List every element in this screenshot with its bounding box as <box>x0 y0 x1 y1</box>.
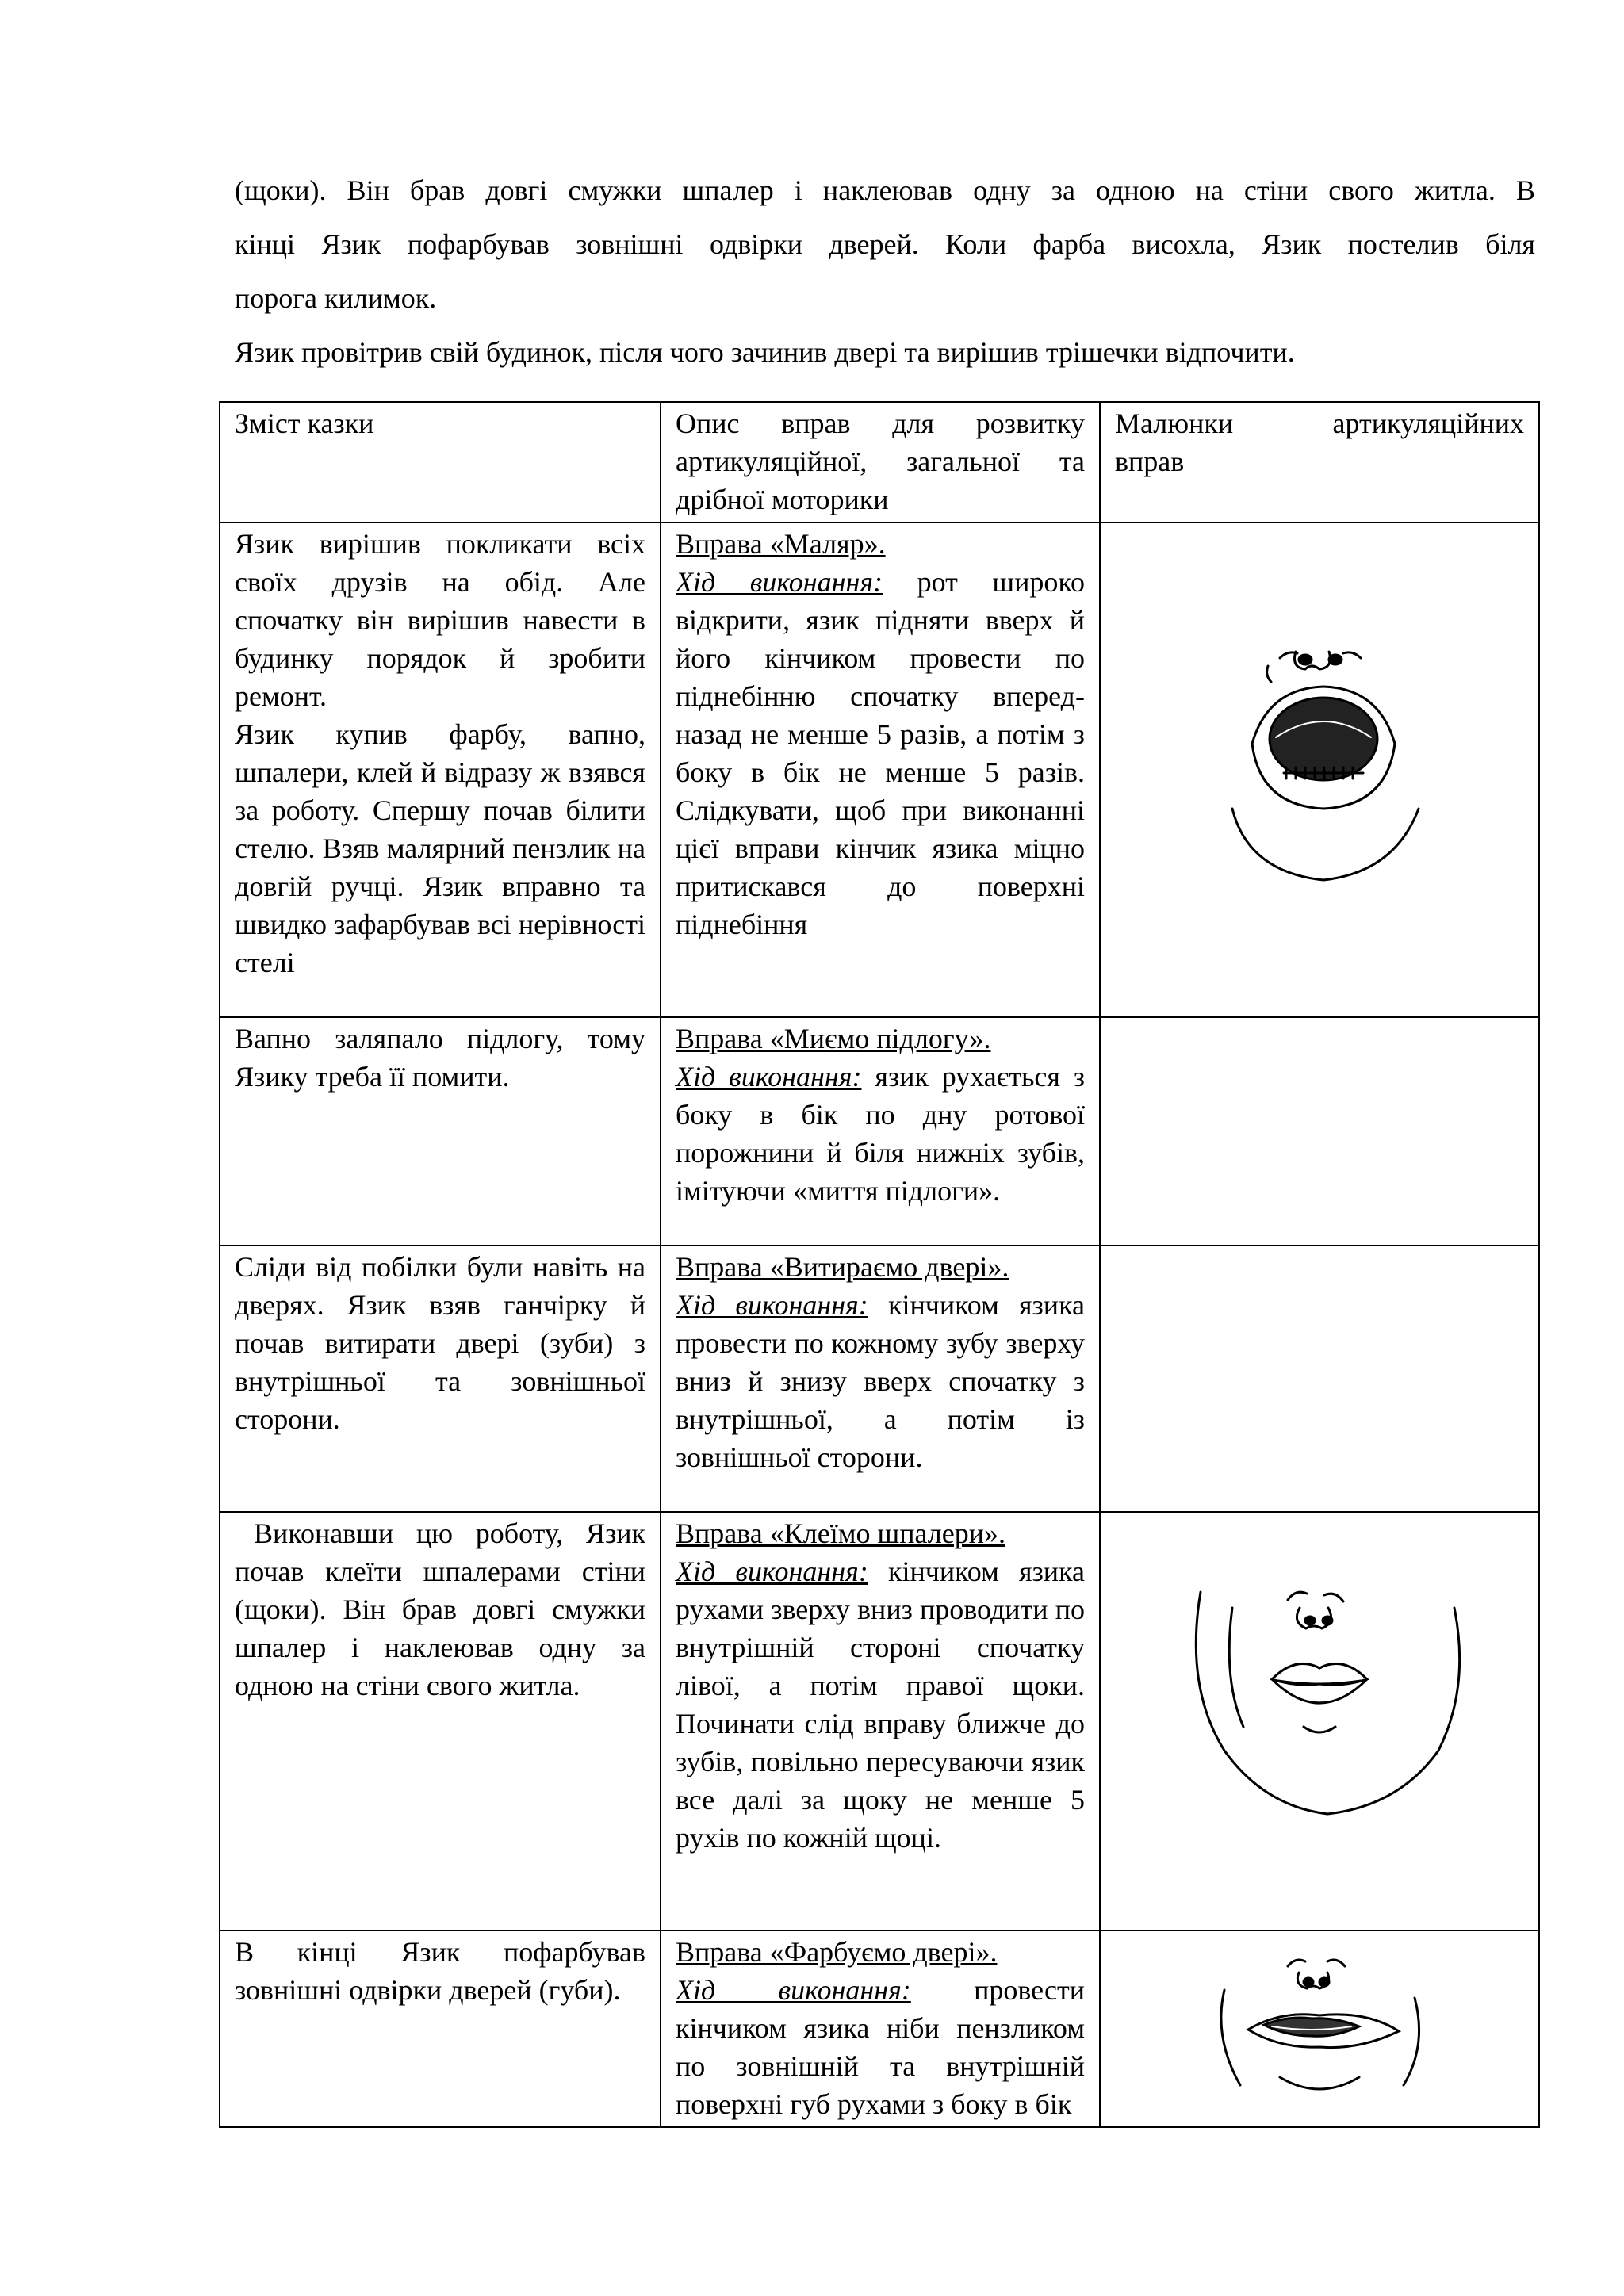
table-row <box>220 1931 1539 2127</box>
story-text: Язик вирішив покликати всіх своїх друзів на обід. Але спочатку він вирішив навести в будинку порядок й зробити ремонт. <box>235 528 645 712</box>
picture-cell <box>1100 1931 1539 2127</box>
story-cell <box>220 522 661 1017</box>
how-text: рот широко відкрити, язик підняти вверх й його кінчиком провести по піднебінню спочатку вперед-назад не менше 5 разів, а потім з боку в бік не менше 5 разів. Слідкувати, щоб при виконанні цієї вправи кінчик язика міцно притискався до поверхні піднебіння <box>676 566 1086 940</box>
story-text: Вапно заляпало підлогу, тому Язику треба її помити. <box>235 1023 645 1093</box>
intro-text <box>235 163 1535 379</box>
exercise-cell <box>661 1246 1100 1512</box>
open-mouth-face-icon <box>1177 603 1462 888</box>
table-row <box>220 1512 1539 1931</box>
header-pictures-line1: Малюнки артикуляційних <box>1115 408 1524 439</box>
table-row <box>220 522 1539 1017</box>
header-story: Зміст казки <box>220 402 661 522</box>
story-text-body: Виконавши цю роботу, Язик почав клеїти шпалерами стіни (щоки). Він брав довгі смужки шпалер і наклеював одну за одною на стіни свого житла. <box>235 1517 645 1701</box>
exercise-description <box>676 1289 1085 1473</box>
how-label: Хід виконання: <box>676 1289 868 1321</box>
exercise-description <box>676 566 1085 940</box>
lips-tongue-face-icon <box>1193 1942 1446 2117</box>
story-cell <box>220 1931 661 2127</box>
table-header-row <box>220 402 1539 522</box>
exercise-title: Вправа «Маляр». <box>676 528 886 560</box>
picture-cell <box>1100 1017 1539 1246</box>
exercise-cell <box>661 1931 1100 2127</box>
how-label: Хід виконання: <box>676 1556 868 1587</box>
header-pictures <box>1100 402 1539 522</box>
intro-line: кінці Язик пофарбував зовнішні одвірки дверей. Коли фарба висохла, Язик постелив біля <box>235 228 1535 260</box>
header-description: Опис вправ для розвитку артикуляційної, загальної та дрібної моторики <box>661 402 1100 522</box>
cheek-face-icon <box>1169 1576 1470 1830</box>
exercise-title: Вправа «Клеїмо шпалери». <box>676 1517 1005 1549</box>
how-text: кінчиком язика рухами зверху вниз проводити по внутрішній стороні спочатку лівої, а потім правої щоки. Починати слід вправу ближче до зубів, повільно пересуваючи язик все далі за щоку не менше 5 рухів по кожній щоці. <box>676 1556 1085 1854</box>
exercise-table <box>219 401 1540 2128</box>
intro-line: (щоки). Він брав довгі смужки шпалер і наклеював одну за одною на стіни свого житла. В <box>235 174 1535 206</box>
exercise-cell <box>661 1512 1100 1931</box>
exercise-description <box>676 1556 1085 1854</box>
header-pictures-line2: вправ <box>1115 446 1185 477</box>
story-text: Язик купив фарбу, вапно, шпалери, клей й відразу ж взявся за роботу. Спершу почав білити стелю. Взяв малярний пензлик на довгій ручці. Язик вправно та швидко зафарбував всі нерівності стелі <box>235 718 645 978</box>
how-text: язик рухається з боку в бік по дну ротової порожнини й біля нижніх зубів, імітуючи «миття підлоги». <box>676 1061 1085 1207</box>
exercise-description <box>676 1061 1085 1207</box>
how-label: Хід виконання: <box>676 566 883 598</box>
exercise-cell <box>661 522 1100 1017</box>
table-row <box>220 1017 1539 1246</box>
story-text <box>235 1514 645 1705</box>
picture-cell <box>1100 522 1539 1017</box>
how-text: провести кінчиком язика ніби пензликом по зовнішній та внутрішній поверхні губ рухами з боку в бік <box>676 1974 1085 2120</box>
intro-line: порога килимок. <box>235 282 437 314</box>
story-text: Сліди від побілки були навіть на дверях. Язик взяв ганчірку й почав витирати двері (зуби) з внутрішньої та зовнішньої сторони. <box>235 1251 645 1435</box>
exercise-title: Вправа «Витираємо двері». <box>676 1251 1009 1283</box>
exercise-title: Вправа «Миємо підлогу». <box>676 1023 991 1054</box>
story-cell <box>220 1512 661 1931</box>
table-row <box>220 1246 1539 1512</box>
story-cell <box>220 1246 661 1512</box>
picture-cell <box>1100 1512 1539 1931</box>
how-label: Хід виконання: <box>676 1974 911 2006</box>
how-label: Хід виконання: <box>676 1061 862 1093</box>
exercise-description <box>676 1974 1085 2120</box>
story-text: В кінці Язик пофарбував зовнішні одвірки дверей (губи). <box>235 1936 645 2006</box>
exercise-cell <box>661 1017 1100 1246</box>
picture-cell <box>1100 1246 1539 1512</box>
exercise-title: Вправа «Фарбуємо двері». <box>676 1936 998 1968</box>
intro-line: Язик провітрив свій будинок, після чого зачинив двері та вирішив трішечки відпочити. <box>235 336 1295 368</box>
story-cell <box>220 1017 661 1246</box>
how-text: кінчиком язика провести по кожному зубу зверху вниз й знизу вверх спочатку з внутрішньої, а потім із зовнішньої сторони. <box>676 1289 1085 1473</box>
